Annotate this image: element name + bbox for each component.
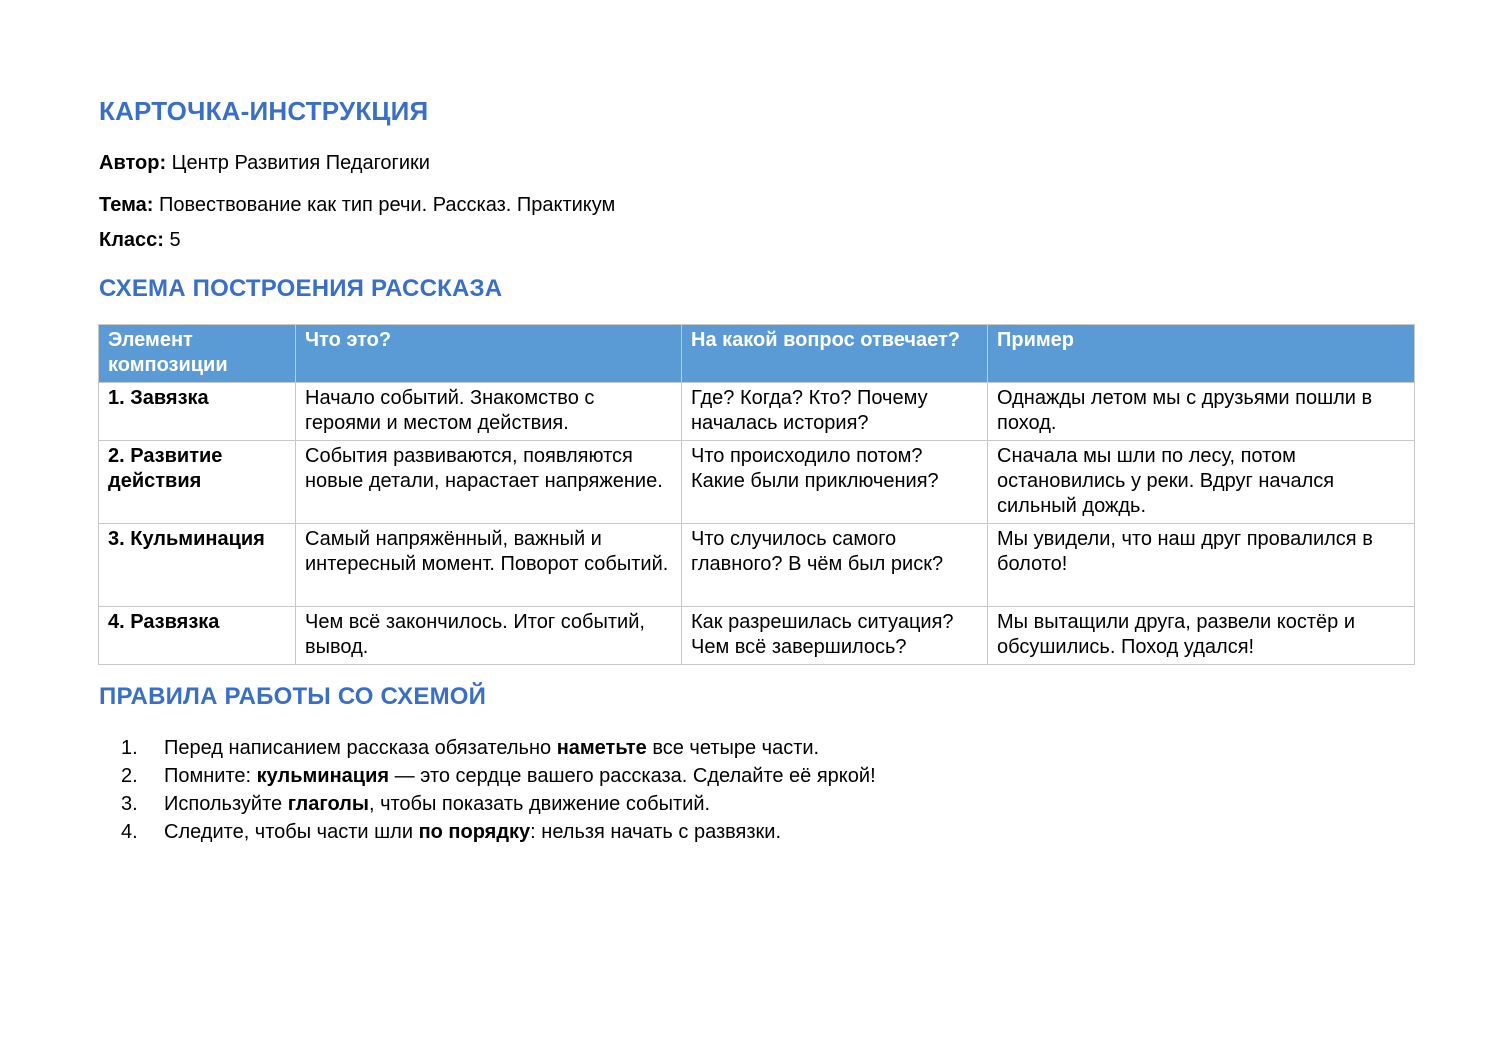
table-row	[99, 524, 1415, 607]
cell-element: 4. Развязка	[99, 607, 296, 665]
column-header-element: Элемент композиции	[99, 325, 296, 383]
list-item-text: — это сердце вашего рассказа. Сделайте её яркой!	[389, 765, 876, 787]
cell-what: Самый напряжённый, важный и интересный момент. Поворот событий.	[296, 524, 682, 607]
list-item-number: 3.	[121, 793, 138, 815]
cell-what: Начало событий. Знакомство с героями и местом действия.	[296, 383, 682, 441]
cell-example: Сначала мы шли по лесу, потом остановились у реки. Вдруг начался сильный дождь.	[988, 441, 1415, 524]
meta-author	[99, 151, 430, 175]
list-item	[99, 818, 876, 846]
list-item-emphasis: наметьте	[556, 737, 647, 759]
cell-question: Где? Когда? Кто? Почему началась история?	[682, 383, 988, 441]
document-title: КАРТОЧКА-ИНСТРУКЦИЯ	[99, 96, 429, 126]
column-header-example: Пример	[988, 325, 1415, 383]
table-row	[99, 607, 1415, 665]
cell-example: Мы вытащили друга, развели костёр и обсушились. Поход удался!	[988, 607, 1415, 665]
cell-what: События развиваются, появляются новые детали, нарастает напряжение.	[296, 441, 682, 524]
list-item-emphasis: глаголы	[287, 793, 369, 815]
cell-element: 3. Кульминация	[99, 524, 296, 607]
list-item-text: Используйте	[164, 793, 288, 815]
cell-example: Мы увидели, что наш друг провалился в болото!	[988, 524, 1415, 607]
cell-example: Однажды летом мы с друзьями пошли в поход.	[988, 383, 1415, 441]
list-item	[99, 762, 876, 790]
author-label: Автор:	[99, 152, 167, 174]
author-value: Центр Развития Педагогики	[166, 152, 430, 174]
class-value: 5	[163, 229, 181, 251]
list-item-number: 1.	[121, 737, 138, 759]
list-item-text: , чтобы показать движение событий.	[368, 793, 711, 815]
class-label: Класс:	[99, 229, 164, 251]
meta-class	[99, 228, 181, 252]
cell-element: 1. Завязка	[99, 383, 296, 441]
list-item	[99, 790, 876, 818]
scheme-heading: СХЕМА ПОСТРОЕНИЯ РАССКАЗА	[99, 275, 503, 302]
scheme-table	[98, 324, 1415, 665]
cell-question: Как разрешилась ситуация? Чем всё завершилось?	[682, 607, 988, 665]
list-item-emphasis: кульминация	[256, 765, 390, 787]
rules-list	[99, 734, 876, 846]
column-header-what: Что это?	[296, 325, 682, 383]
column-header-question: На какой вопрос отвечает?	[682, 325, 988, 383]
list-item	[99, 734, 876, 762]
list-item-text: Помните:	[164, 765, 257, 787]
topic-label: Тема:	[99, 194, 154, 216]
list-item-text: все четыре части.	[646, 737, 820, 759]
table-row	[99, 383, 1415, 441]
cell-question: Что случилось самого главного? В чём был риск?	[682, 524, 988, 607]
list-item-number: 2.	[121, 765, 138, 787]
table-header-row	[99, 325, 1415, 383]
rules-heading: ПРАВИЛА РАБОТЫ СО СХЕМОЙ	[99, 683, 487, 710]
cell-question: Что происходило потом? Какие были приключения?	[682, 441, 988, 524]
list-item-text: Следите, чтобы части шли	[164, 821, 419, 843]
list-item-text: Перед написанием рассказа обязательно	[164, 737, 557, 759]
cell-element: 2. Развитие действия	[99, 441, 296, 524]
meta-topic	[99, 193, 615, 217]
list-item-emphasis: по порядку	[418, 821, 531, 843]
table-row	[99, 441, 1415, 524]
list-item-text: : нельзя начать с развязки.	[530, 821, 782, 843]
topic-value: Повествование как тип речи. Рассказ. Практикум	[153, 194, 616, 216]
list-item-number: 4.	[121, 821, 138, 843]
cell-what: Чем всё закончилось. Итог событий, вывод.	[296, 607, 682, 665]
